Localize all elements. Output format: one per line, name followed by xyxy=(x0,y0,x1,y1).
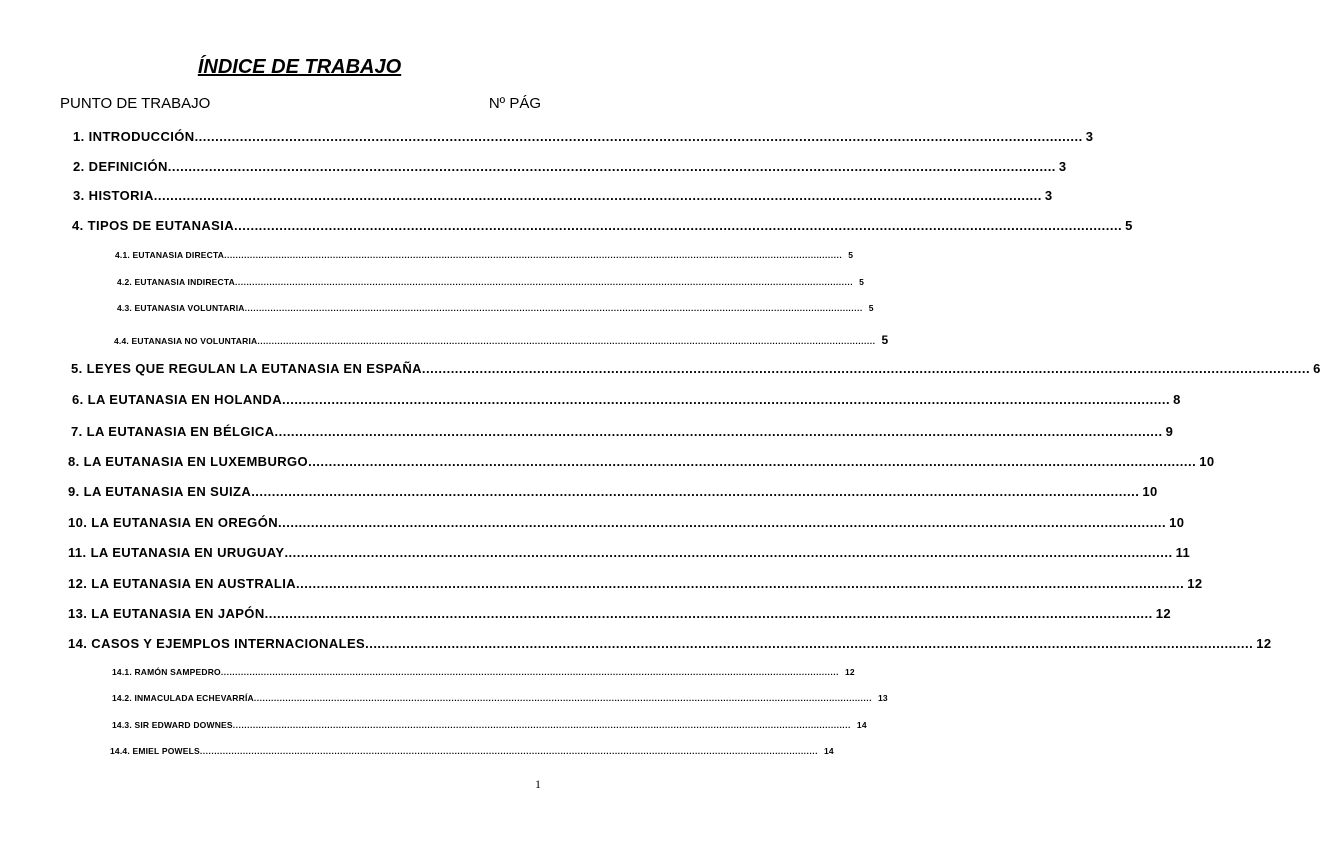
toc-leader-dots: ........................................................................................................................................................................................................................ xyxy=(220,667,839,677)
toc-entry-page: 9 xyxy=(1165,424,1174,439)
toc-entry xyxy=(68,606,1172,624)
toc-entry-page: 3 xyxy=(1058,159,1067,174)
toc-subentry xyxy=(114,333,889,347)
toc-entry-page: 8 xyxy=(1173,392,1181,407)
toc-entry-page: 10 xyxy=(1199,454,1215,469)
page-number: 1 xyxy=(535,777,541,791)
toc-entry-label: 4.1. EUTANASIA DIRECTA xyxy=(115,250,225,260)
toc-subentry xyxy=(110,746,834,758)
column-header-topic: PUNTO DE TRABAJO xyxy=(60,95,211,112)
toc-entry-page: 12 xyxy=(1155,606,1172,621)
toc-entry xyxy=(68,515,1185,533)
toc-entry-label: 14.2. INMACULADA ECHEVARRÍA xyxy=(112,693,254,703)
toc-leader-dots: ........................................................................................................................................................................................................................ xyxy=(244,303,863,313)
toc-subentry xyxy=(117,277,865,289)
toc-leader-dots: ........................................................................................................................................................................................................................ xyxy=(257,336,876,346)
toc-entry xyxy=(68,545,1191,563)
toc-leader-dots: ........................................................................................................................................................................................................................ xyxy=(232,720,851,730)
toc-entry-page: 12 xyxy=(1187,576,1203,591)
toc-entry xyxy=(72,392,1181,410)
toc-entry-label: 11. LA EUTANASIA EN URUGUAY xyxy=(68,545,285,560)
toc-subentry xyxy=(112,667,855,679)
toc-leader-dots: ........................................................................................................................................................................................................................ xyxy=(235,277,854,287)
toc-leader-dots: ........................................................................................................................................................................................................................ xyxy=(274,424,1163,439)
toc-leader-dots: ........................................................................................................................................................................................................................ xyxy=(278,515,1167,530)
column-header-page: Nº PÁG xyxy=(488,95,541,112)
toc-entry-label: 14.4. EMIEL POWELS xyxy=(110,746,200,756)
toc-entry-label: 2. DEFINICIÓN xyxy=(73,159,168,174)
toc-leader-dots: ........................................................................................................................................................................................................................ xyxy=(365,636,1254,651)
toc-entry-page: 12 xyxy=(1256,636,1272,651)
toc-entry-page: 6 xyxy=(1313,361,1321,376)
toc-leader-dots: ........................................................................................................................................................................................................................ xyxy=(153,188,1042,203)
toc-entry-page: 5 xyxy=(868,303,874,313)
toc-subentry xyxy=(112,720,867,732)
toc-entry-label: 3. HISTORIA xyxy=(73,188,154,203)
toc-entry-label: 14.3. SIR EDWARD DOWNES xyxy=(112,720,233,730)
toc-entry xyxy=(73,188,1053,206)
toc-leader-dots: ........................................................................................................................................................................................................................ xyxy=(264,606,1153,621)
toc-entry xyxy=(68,454,1215,472)
toc-subentry xyxy=(117,303,874,315)
toc-entry xyxy=(73,129,1094,147)
toc-entry-page: 3 xyxy=(1044,188,1053,203)
toc-entry xyxy=(73,159,1067,177)
toc-entry-label: 5. LEYES QUE REGULAN LA EUTANASIA EN ESPAÑA xyxy=(71,361,422,376)
toc-entry-page: 11 xyxy=(1175,545,1191,560)
toc-entry-page: 12 xyxy=(844,667,855,677)
toc-leader-dots: ........................................................................................................................................................................................................................ xyxy=(281,392,1171,407)
toc-subentry xyxy=(115,250,854,262)
toc-leader-dots: ........................................................................................................................................................................................................................ xyxy=(421,361,1311,376)
toc-entry xyxy=(68,636,1272,654)
toc-entry-label: 14. CASOS Y EJEMPLOS INTERNACIONALES xyxy=(68,636,366,651)
toc-entry-label: 8. LA EUTANASIA EN LUXEMBURGO xyxy=(68,454,309,469)
toc-leader-dots: ........................................................................................................................................................................................................................ xyxy=(194,129,1083,144)
toc-entry-label: 9. LA EUTANASIA EN SUIZA xyxy=(68,484,252,499)
document-title: ÍNDICE DE TRABAJO xyxy=(197,56,402,78)
toc-entry-label: 10. LA EUTANASIA EN OREGÓN xyxy=(68,515,278,530)
toc-entry-page: 10 xyxy=(1142,484,1158,499)
toc-leader-dots: ........................................................................................................................................................................................................................ xyxy=(284,545,1173,560)
toc-entry xyxy=(68,576,1203,594)
toc-entry-page: 5 xyxy=(859,277,865,287)
toc-entry-label: 4.4. EUTANASIA NO VOLUNTARIA xyxy=(114,336,258,346)
toc-entry-page: 14 xyxy=(856,720,867,730)
toc-leader-dots: ........................................................................................................................................................................................................................ xyxy=(199,746,818,756)
toc-entry-page: 10 xyxy=(1169,515,1185,530)
toc-entry-label: 7. LA EUTANASIA EN BÉLGICA xyxy=(71,424,275,439)
toc-leader-dots: ........................................................................................................................................................................................................................ xyxy=(253,693,872,703)
toc-entry-page: 5 xyxy=(1125,218,1133,233)
toc-entry-label: 13. LA EUTANASIA EN JAPÓN xyxy=(68,606,265,621)
toc-leader-dots: ........................................................................................................................................................................................................................ xyxy=(234,218,1123,233)
toc-entry xyxy=(68,484,1158,502)
toc-entry-label: 1. INTRODUCCIÓN xyxy=(73,129,195,144)
toc-leader-dots: ........................................................................................................................................................................................................................ xyxy=(224,250,843,260)
toc-entry-label: 14.1. RAMÓN SAMPEDRO xyxy=(112,667,221,677)
toc-entry-label: 6. LA EUTANASIA EN HOLANDA xyxy=(72,392,282,407)
toc-subentry xyxy=(112,693,888,705)
toc-entry xyxy=(72,218,1133,236)
toc-entry-label: 4.2. EUTANASIA INDIRECTA xyxy=(117,277,235,287)
toc-entry-page: 5 xyxy=(848,250,854,260)
toc-entry-page: 5 xyxy=(881,333,889,347)
toc-entry-label: 4. TIPOS DE EUTANASIA xyxy=(72,218,235,233)
toc-entry-label: 12. LA EUTANASIA EN AUSTRALIA xyxy=(68,576,297,591)
toc-entry-label: 4.3. EUTANASIA VOLUNTARIA xyxy=(117,303,245,313)
toc-entry-page: 3 xyxy=(1085,129,1094,144)
toc-entry-page: 14 xyxy=(824,746,834,756)
toc-leader-dots: ........................................................................................................................................................................................................................ xyxy=(251,484,1140,499)
toc-leader-dots: ........................................................................................................................................................................................................................ xyxy=(308,454,1197,469)
toc-entry-page: 13 xyxy=(878,693,888,703)
toc-entry xyxy=(71,361,1321,379)
toc-entry xyxy=(71,424,1174,442)
toc-leader-dots: ........................................................................................................................................................................................................................ xyxy=(296,576,1185,591)
toc-leader-dots: ........................................................................................................................................................................................................................ xyxy=(167,159,1056,174)
